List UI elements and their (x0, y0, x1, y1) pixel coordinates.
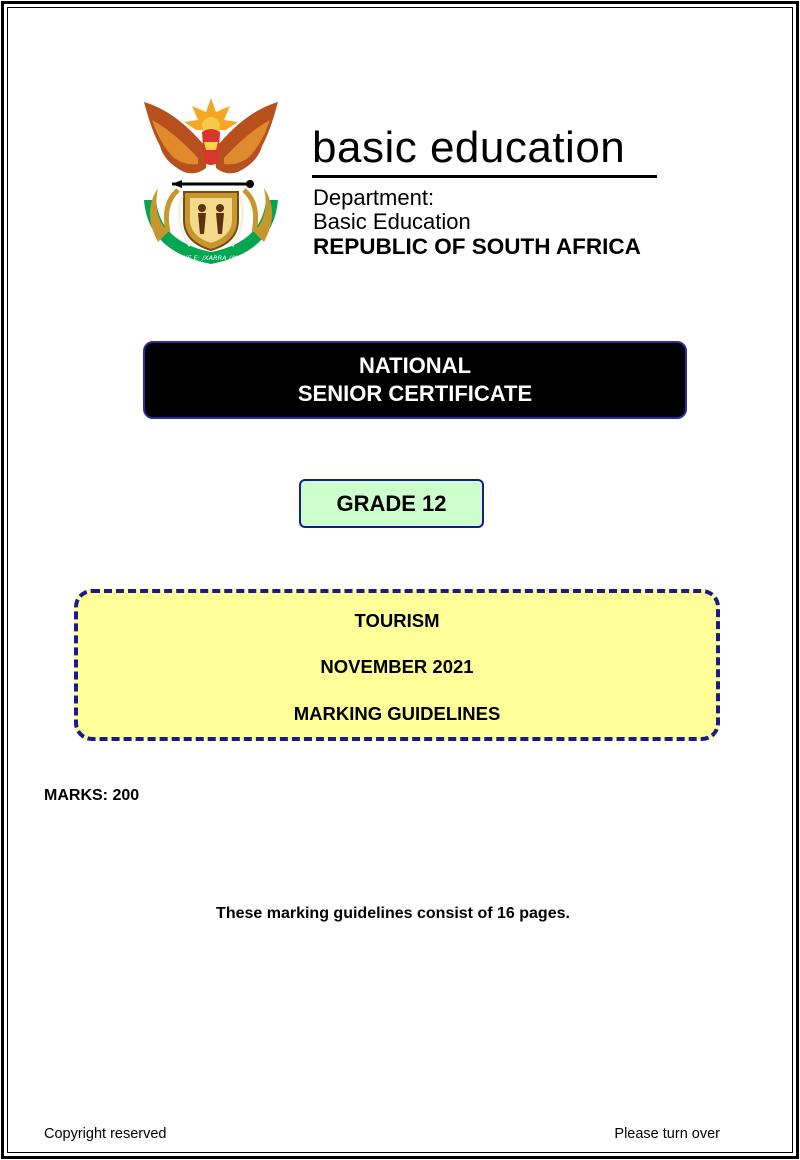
copyright-footer: Copyright reserved (44, 1126, 167, 1142)
page-border-inner (7, 7, 793, 1153)
brand-title: basic education (312, 123, 626, 172)
department-name: Basic Education (313, 209, 471, 234)
brand-underline (312, 175, 657, 178)
country-name: REPUBLIC OF SOUTH AFRICA (313, 234, 641, 259)
subject-panel (74, 589, 720, 741)
crest-motto: !KE E: /XARRA //KE (180, 254, 242, 262)
certificate-line-1: NATIONAL (358, 353, 472, 378)
grade-badge: GRADE 12 (299, 479, 484, 528)
department-label: Department: (313, 185, 435, 210)
coat-of-arms-icon (138, 92, 284, 274)
certificate-line-2: SENIOR CERTIFICATE (297, 381, 533, 406)
document-type: MARKING GUIDELINES (293, 703, 501, 724)
turn-over-footer: Please turn over (614, 1126, 720, 1142)
total-marks: MARKS: 200 (44, 787, 140, 804)
page-count-note: These marking guidelines consist of 16 pages. (216, 905, 570, 922)
certificate-banner (143, 341, 687, 419)
exam-session: NOVEMBER 2021 (320, 656, 474, 677)
subject-name: TOURISM (354, 610, 440, 631)
